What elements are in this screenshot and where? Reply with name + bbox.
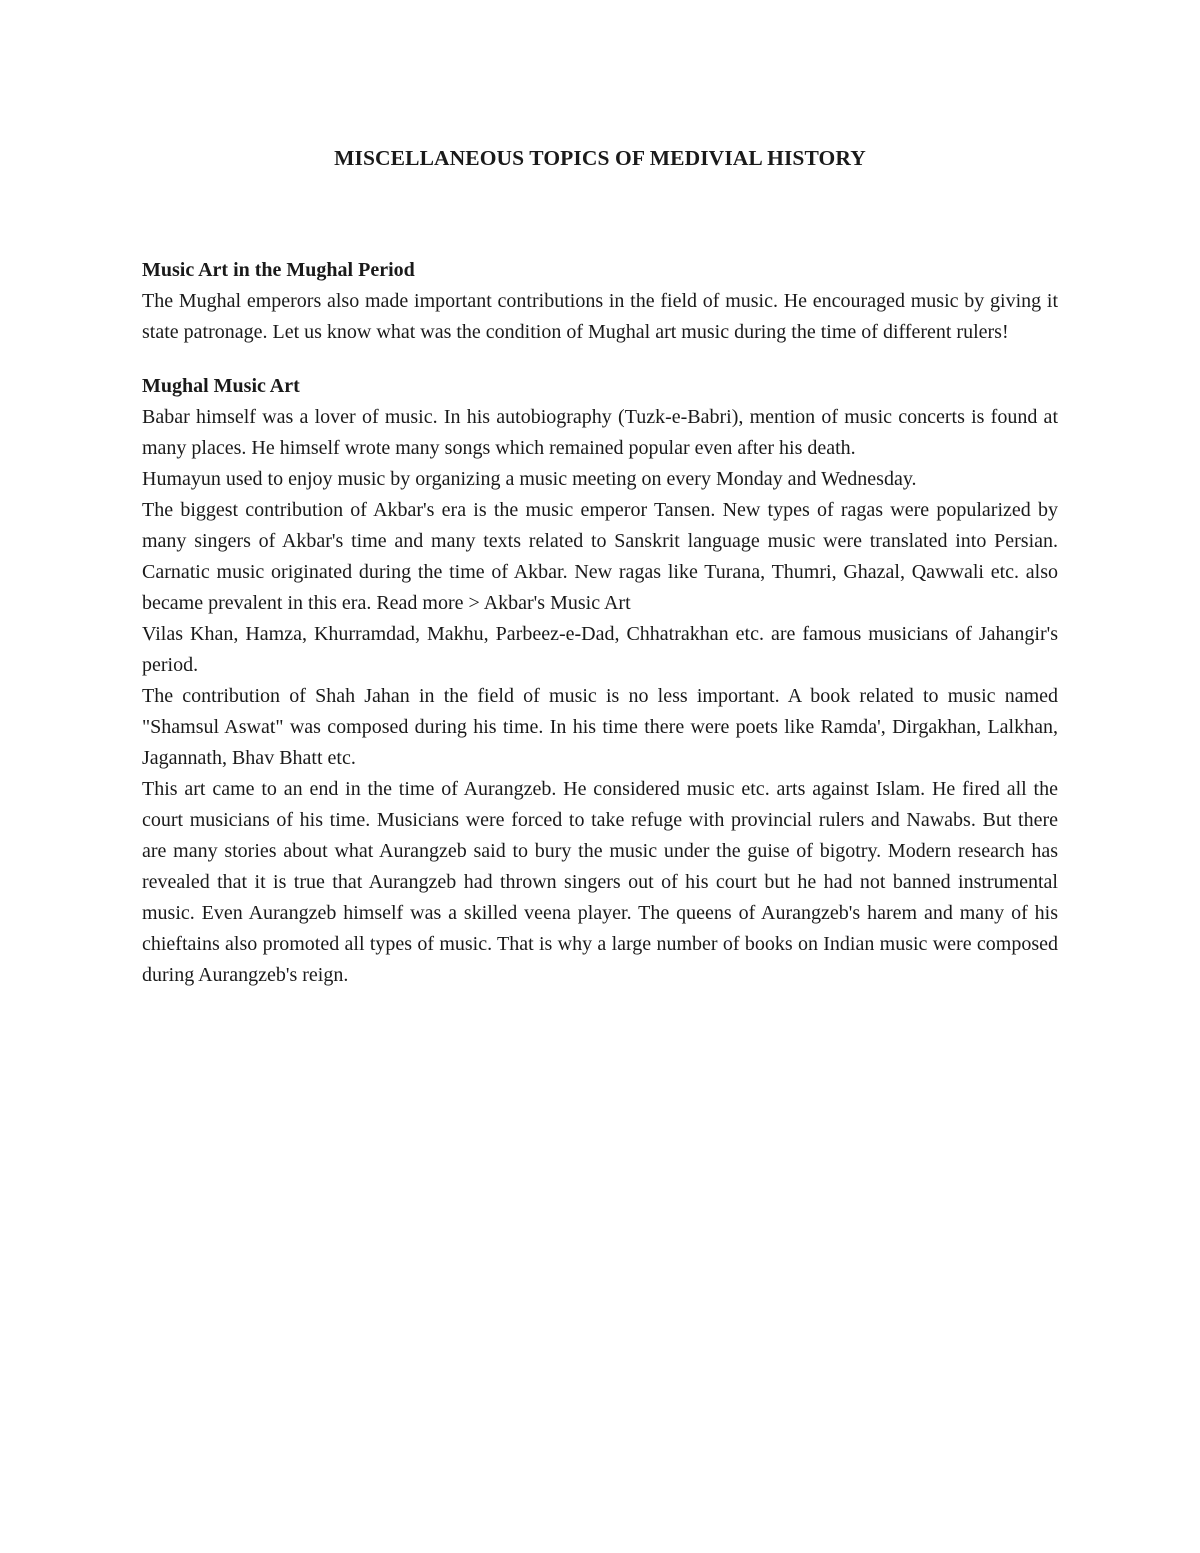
paragraph-akbar: The biggest contribution of Akbar's era is the music emperor Tansen. New types of ragas were popularized by many singers of Akbar's time and many texts related to Sanskrit language music were translated into Persian. Carnatic music originated during the time of Akbar. New ragas like Turana, Thumri, Ghazal, Qawwali etc. also became prevalent in this era. Read more > Akbar's Music Art: [142, 499, 1058, 614]
paragraph-jahangir: Vilas Khan, Hamza, Khurramdad, Makhu, Parbeez-e-Dad, Chhatrakhan etc. are famous musicians of Jahangir's period.: [142, 623, 1058, 676]
section-heading-mughal-music-art: Mughal Music Art: [142, 375, 300, 397]
paragraph-shah-jahan: The contribution of Shah Jahan in the field of music is no less important. A book related to music named "Shamsul Aswat" was composed during his time. In his time there were poets like Ramda', Dirgakhan, Lalkhan, Jagannath, Bhav Bhatt etc.: [142, 685, 1058, 769]
document-title: MISCELLANEOUS TOPICS OF MEDIVIAL HISTORY: [334, 146, 866, 170]
paragraph-babar: Babar himself was a lover of music. In his autobiography (Tuzk-e-Babri), mention of music concerts is found at many places. He himself wrote many songs which remained popular even after his death.: [142, 406, 1058, 459]
section-heading-music-art: Music Art in the Mughal Period: [142, 259, 415, 281]
paragraph-aurangzeb: This art came to an end in the time of Aurangzeb. He considered music etc. arts against Islam. He fired all the court musicians of his time. Musicians were forced to take refuge with provincial rulers and Nawabs. But there are many stories about what Aurangzeb said to bury the music under the guise of bigotry. Modern research has revealed that it is true that Aurangzeb had thrown singers out of his court but he had not banned instrumental music. Even Aurangzeb himself was a skilled veena player. The queens of Aurangzeb's harem and many of his chieftains also promoted all types of music. That is why a large number of books on Indian music were composed during Aurangzeb's reign.: [142, 778, 1058, 986]
paragraph-intro: The Mughal emperors also made important contributions in the field of music. He encouraged music by giving it state patronage. Let us know what was the condition of Mughal art music during the time of different rulers!: [142, 290, 1058, 343]
paragraph-humayun: Humayun used to enjoy music by organizing a music meeting on every Monday and Wednesday.: [142, 468, 917, 490]
document-page: [142, 142, 1058, 991]
